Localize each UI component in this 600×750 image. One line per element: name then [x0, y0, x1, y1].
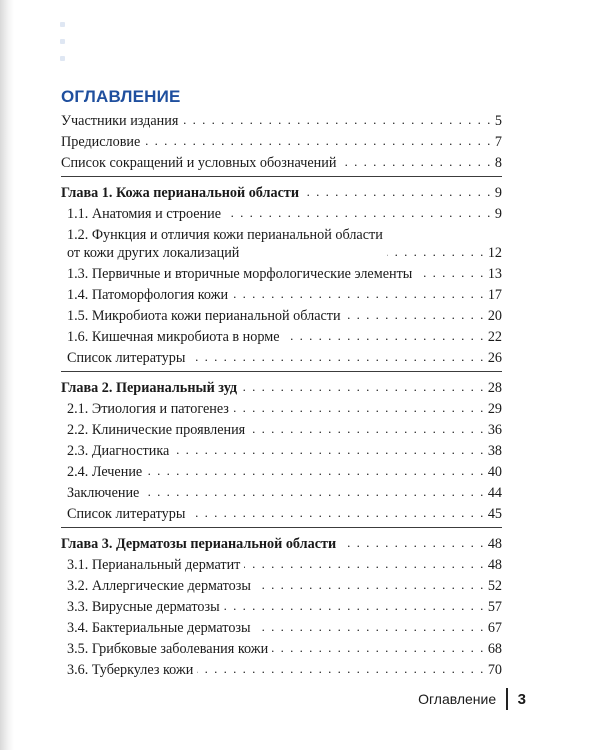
dot-leader	[340, 536, 485, 550]
toc-entry-page: 13	[487, 266, 502, 282]
toc-entry-1-1[interactable]	[61, 202, 502, 223]
toc-entry-label: 3.6. Туберкулез кожи	[67, 662, 194, 678]
toc-entry-3-4[interactable]	[61, 616, 502, 637]
toc-entry-page: 70	[487, 662, 502, 678]
toc-entry-page: 9	[494, 206, 502, 222]
toc-entry-label	[61, 226, 383, 262]
toc-entry-label: 3.4. Бактериальные дерматозы	[67, 620, 251, 636]
dot-leader	[272, 641, 485, 655]
toc-chapter-label: Глава 1. Кожа перианальной области	[61, 185, 300, 201]
toc-entry-label: Заключение	[67, 485, 140, 501]
toc-entry-1-3[interactable]	[61, 262, 502, 283]
dot-leader	[182, 113, 492, 127]
toc-entry-label-line1: 1.2. Функция и отличия кожи перианальной области	[67, 227, 383, 243]
toc-entry-label: 2.3. Диагностика	[67, 443, 170, 459]
toc-entry-label: 1.3. Первичные и вторичные морфологические элементы	[67, 266, 413, 282]
dot-leader	[255, 620, 485, 634]
toc-entry-label: Список литературы	[67, 506, 186, 522]
toc-entry-references-2[interactable]	[61, 502, 502, 523]
dot-leader	[244, 557, 484, 571]
toc-entry-2-4[interactable]	[61, 460, 502, 481]
toc-entry-page: 5	[494, 113, 502, 129]
toc-entry-3-3[interactable]	[61, 595, 502, 616]
dot-leader	[387, 245, 485, 259]
toc-entry-page: 22	[487, 329, 502, 345]
toc-entry-abbreviations[interactable]	[61, 151, 502, 172]
toc-entry-page: 7	[494, 134, 502, 150]
toc-entry-3-2[interactable]	[61, 574, 502, 595]
toc-entry-page: 26	[487, 350, 502, 366]
faint-bleedthrough-marks	[60, 22, 72, 73]
toc-entry-2-3[interactable]	[61, 439, 502, 460]
toc-entry-page: 52	[487, 578, 502, 594]
toc-entry-label: 3.3. Вирусные дерматозы	[67, 599, 220, 615]
toc-entry-label: 2.2. Клинические проявления	[67, 422, 246, 438]
dot-leader	[146, 464, 485, 478]
toc-entry-page: 8	[494, 155, 502, 171]
toc-chapter-3[interactable]	[61, 527, 502, 553]
toc-entry-page: 48	[487, 536, 502, 552]
toc-entry-page: 67	[487, 620, 502, 636]
dot-leader	[233, 401, 485, 415]
toc-entry-label: Список сокращений и условных обозначений	[61, 155, 337, 171]
dot-leader	[284, 329, 485, 343]
dot-leader	[225, 206, 492, 220]
dot-leader	[241, 380, 485, 394]
toc-chapter-label: Глава 2. Перианальный зуд	[61, 380, 238, 396]
page-edge-shadow	[0, 0, 14, 750]
toc-entry-label: Список литературы	[67, 350, 186, 366]
toc-entry-page: 12	[487, 245, 502, 261]
dot-leader	[249, 422, 485, 436]
toc-entry-page: 17	[487, 287, 502, 303]
toc-entry-contributors[interactable]	[61, 109, 502, 130]
toc-entry-3-6[interactable]	[61, 658, 502, 679]
toc-entry-page: 40	[487, 464, 502, 480]
dot-leader	[255, 578, 485, 592]
dot-leader	[189, 350, 484, 364]
toc-entry-label: Предисловие	[61, 134, 141, 150]
toc-entry-1-4[interactable]	[61, 283, 502, 304]
toc-entry-1-5[interactable]	[61, 304, 502, 325]
toc-chapter-label: Глава 3. Дерматозы перианальной области	[61, 536, 337, 552]
dot-leader	[143, 485, 484, 499]
toc-entry-page: 20	[487, 308, 502, 324]
dot-leader	[144, 134, 492, 148]
toc-entry-page: 38	[487, 443, 502, 459]
toc-entry-page: 45	[487, 506, 502, 522]
page-footer	[418, 688, 526, 710]
toc-entry-label: 3.1. Перианальный дерматит	[67, 557, 241, 573]
dot-leader	[232, 287, 485, 301]
toc-entry-2-2[interactable]	[61, 418, 502, 439]
dot-leader	[303, 185, 492, 199]
dot-leader	[416, 266, 484, 280]
toc-chapter-1[interactable]	[61, 176, 502, 202]
table-of-contents	[61, 109, 502, 679]
toc-entry-label: 1.4. Патоморфология кожи	[67, 287, 229, 303]
toc-entry-page: 36	[487, 422, 502, 438]
footer-section-label: Оглавление	[418, 691, 497, 707]
toc-entry-label: Участники издания	[61, 113, 179, 129]
toc-chapter-2[interactable]	[61, 371, 502, 397]
toc-entry-label: 2.1. Этиология и патогенез	[67, 401, 229, 417]
dot-leader	[189, 506, 484, 520]
toc-entry-conclusion[interactable]	[61, 481, 502, 502]
toc-entry-1-6[interactable]	[61, 325, 502, 346]
dot-leader	[197, 662, 485, 676]
toc-entry-label: 1.5. Микробиота кожи перианальной области	[67, 308, 341, 324]
toc-entry-references-1[interactable]	[61, 346, 502, 367]
toc-entry-label: 1.6. Кишечная микробиота в норме	[67, 329, 280, 345]
toc-entry-2-1[interactable]	[61, 397, 502, 418]
toc-entry-page: 48	[487, 557, 502, 573]
toc-entry-label: 1.1. Анатомия и строение	[67, 206, 222, 222]
toc-entry-page: 9	[494, 185, 502, 201]
toc-entry-label: 3.2. Аллергические дерматозы	[67, 578, 251, 594]
page-number: 3	[517, 690, 526, 708]
dot-leader	[224, 599, 485, 613]
toc-entry-page: 29	[487, 401, 502, 417]
toc-entry-1-2[interactable]	[61, 223, 502, 262]
toc-entry-preface[interactable]	[61, 130, 502, 151]
footer-divider	[506, 688, 508, 710]
page-title: ОГЛАВЛЕНИЕ	[61, 87, 181, 106]
toc-entry-page: 57	[487, 599, 502, 615]
toc-entry-3-1[interactable]	[61, 553, 502, 574]
toc-entry-page: 28	[487, 380, 502, 396]
toc-entry-page: 44	[487, 485, 502, 501]
toc-entry-3-5[interactable]	[61, 637, 502, 658]
toc-entry-label: 3.5. Грибковые заболевания кожи	[67, 641, 269, 657]
toc-entry-page: 68	[487, 641, 502, 657]
dot-leader	[173, 443, 484, 457]
dot-leader	[345, 308, 485, 322]
toc-entry-label-line2: от кожи других локализаций	[67, 245, 240, 261]
dot-leader	[340, 155, 491, 169]
toc-entry-label: 2.4. Лечение	[67, 464, 143, 480]
